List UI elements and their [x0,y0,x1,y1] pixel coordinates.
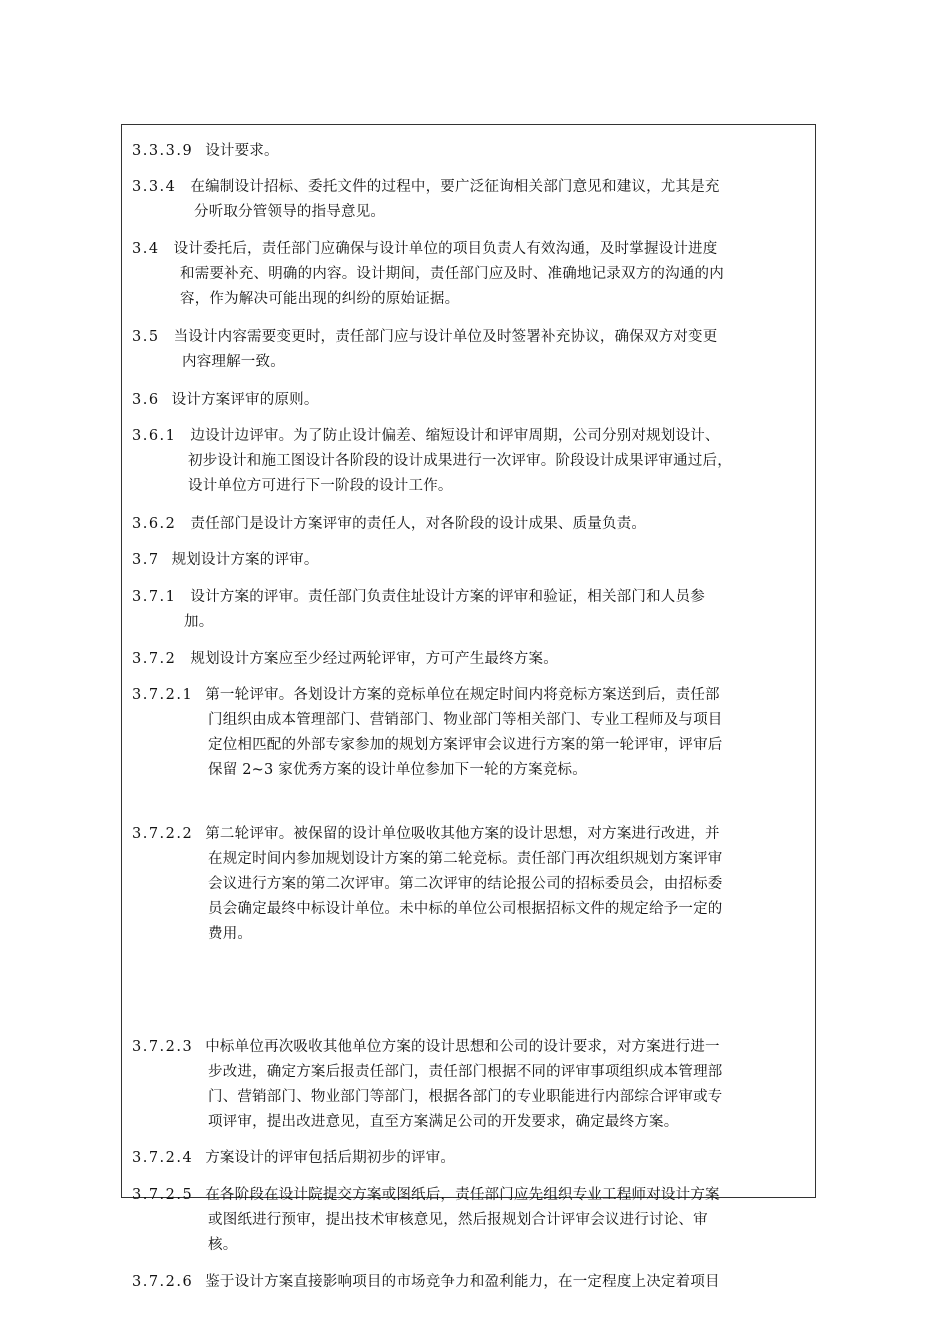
clause-text: 第一轮评审。各划设计方案的竞标单位在规定时间内将竞标方案送到后，责任部 [205,687,720,703]
clause-text: 设计要求。 [205,143,279,159]
clause-text: 中标单位再次吸收其他单位方案的设计思想和公司的设计要求，对方案进行进一 [205,1039,720,1055]
clause-3-3-4 [132,175,805,225]
clause-text: 当设计内容需要变更时，责任部门应与设计单位及时签署补充协议，确保双方对变更 [173,329,718,345]
clause-line [132,1146,805,1171]
clause-line [132,325,805,350]
clause-line [132,175,805,200]
clause-number: 3.7.2.6 [132,1274,194,1290]
clause-line [132,683,805,708]
clause-3-7 [132,548,805,573]
clause-text: 责任部门是设计方案评审的责任人，对各阶段的设计成果、质量负责。 [190,516,647,532]
clause-line [132,822,805,847]
clause-line: 内容理解一致。 [182,354,285,370]
clause-3-6-1 [132,424,805,499]
clause-line [132,512,805,537]
clause-text: 规划设计方案应至少经过两轮评审，方可产生最终方案。 [190,651,558,667]
clause-number: 3.3.4 [132,179,177,195]
clause-number: 3.7.2.3 [132,1039,194,1055]
clause-text: 设计委托后，责任部门应确保与设计单位的项目负责人有效沟通，及时掌握设计进度 [173,241,718,257]
clause-line: 定位相匹配的外部专家参加的规划方案评审会议进行方案的第一轮评审，评审后 [208,737,723,753]
clause-text: 方案设计的评审包括后期初步的评审。 [205,1150,456,1166]
clause-line [132,424,805,449]
clause-3-7-2-1 [132,683,805,783]
clause-text: 第二轮评审。被保留的设计单位吸收其他方案的设计思想，对方案进行改进，并 [205,826,720,842]
clause-line: 或图纸进行预审，提出技术审核意见，然后报规划合计评审会议进行讨论、审 [208,1212,708,1228]
clause-line: 门组织由成本管理部门、营销部门、物业部门等相关部门、专业工程师及与项目 [208,712,723,728]
clause-line: 和需要补充、明确的内容。设计期间，责任部门应及时、准确地记录双方的沟通的内 [180,266,724,282]
clause-text: 规划设计方案的评审。 [171,552,319,568]
clause-3-4 [132,237,805,312]
clause-line: 设计单位方可进行下一阶段的设计工作。 [188,478,453,494]
clause-line: 项评审，提出改进意见，直至方案满足公司的开发要求，确定最终方案。 [208,1114,679,1130]
clause-number: 3.6.2 [132,516,177,532]
clause-number: 3.5 [132,329,160,345]
clause-number: 3.7 [132,552,160,568]
clause-3-7-2-2 [132,822,805,947]
clause-3-7-2-6 [132,1270,805,1295]
clause-line [132,585,805,610]
clause-3-7-1 [132,585,805,635]
clause-3-7-2-3 [132,1035,805,1135]
clause-text: 边设计边评审。为了防止设计偏差、缩短设计和评审周期，公司分别对规划设计、 [190,428,720,444]
clause-3-6 [132,388,805,413]
clause-line: 会议进行方案的第二次评审。第二次评审的结论报公司的招标委员会，由招标委 [208,876,723,892]
clause-3-6-2 [132,512,805,537]
clause-line [132,388,805,413]
clause-line: 分听取分管领导的指导意见。 [194,204,386,220]
clause-number: 3.3.3.9 [132,143,194,159]
clause-number: 3.6 [132,392,160,408]
clause-3-5 [132,325,805,375]
document-frame [121,124,816,1290]
clause-line [132,1270,805,1295]
clause-text: 在编制设计招标、委托文件的过程中，要广泛征询相关部门意见和建议，尤其是充 [190,179,720,195]
clause-line [132,1035,805,1060]
clause-line [132,647,805,672]
clause-line [132,237,805,262]
clause-line [132,548,805,573]
clause-number: 3.7.2 [132,651,177,667]
clause-line: 在规定时间内参加规划设计方案的第二轮竞标。责任部门再次组织规划方案评审 [208,851,723,867]
clause-text: 设计方案的评审。责任部门负责住址设计方案的评审和验证，相关部门和人员参 [190,589,705,605]
clause-line: 加。 [184,614,214,630]
clause-number: 3.7.2.1 [132,687,194,703]
clause-line: 费用。 [208,926,253,942]
clause-number: 3.7.2.5 [132,1187,194,1203]
clause-number: 3.7.1 [132,589,177,605]
clause-number: 3.7.2.4 [132,1150,194,1166]
clause-line [132,1183,805,1208]
clause-line: 容，作为解决可能出现的纠纷的原始证据。 [180,291,460,307]
clause-text: 设计方案评审的原则。 [171,392,319,408]
clause-line: 保留 2~3 家优秀方案的设计单位参加下一轮的方案竞标。 [208,762,587,778]
clause-number: 3.7.2.2 [132,826,194,842]
clause-line [132,139,805,164]
clause-text: 在各阶段在设计院提交方案或图纸后，责任部门应先组织专业工程师对设计方案 [205,1187,720,1203]
clause-line: 步改进，确定方案后报责任部门，责任部门根据不同的评审事项组织成本管理部 [208,1064,723,1080]
clause-line: 门、营销部门、物业部门等部门，根据各部门的专业职能进行内部综合评审或专 [208,1089,723,1105]
clause-number: 3.4 [132,241,160,257]
clause-3-7-2 [132,647,805,672]
clause-3-7-2-5 [132,1183,805,1258]
clause-line: 员会确定最终中标设计单位。未中标的单位公司根据招标文件的规定给予一定的 [208,901,723,917]
clause-3-3-3-9 [132,139,805,164]
clause-line: 核。 [208,1237,238,1253]
clause-number: 3.6.1 [132,428,177,444]
clause-text: 鉴于设计方案直接影响项目的市场竞争力和盈利能力，在一定程度上决定着项目 [205,1274,720,1290]
clause-3-7-2-4 [132,1146,805,1171]
clause-line: 初步设计和施工图设计各阶段的设计成果进行一次评审。阶段设计成果评审通过后， [188,453,732,469]
